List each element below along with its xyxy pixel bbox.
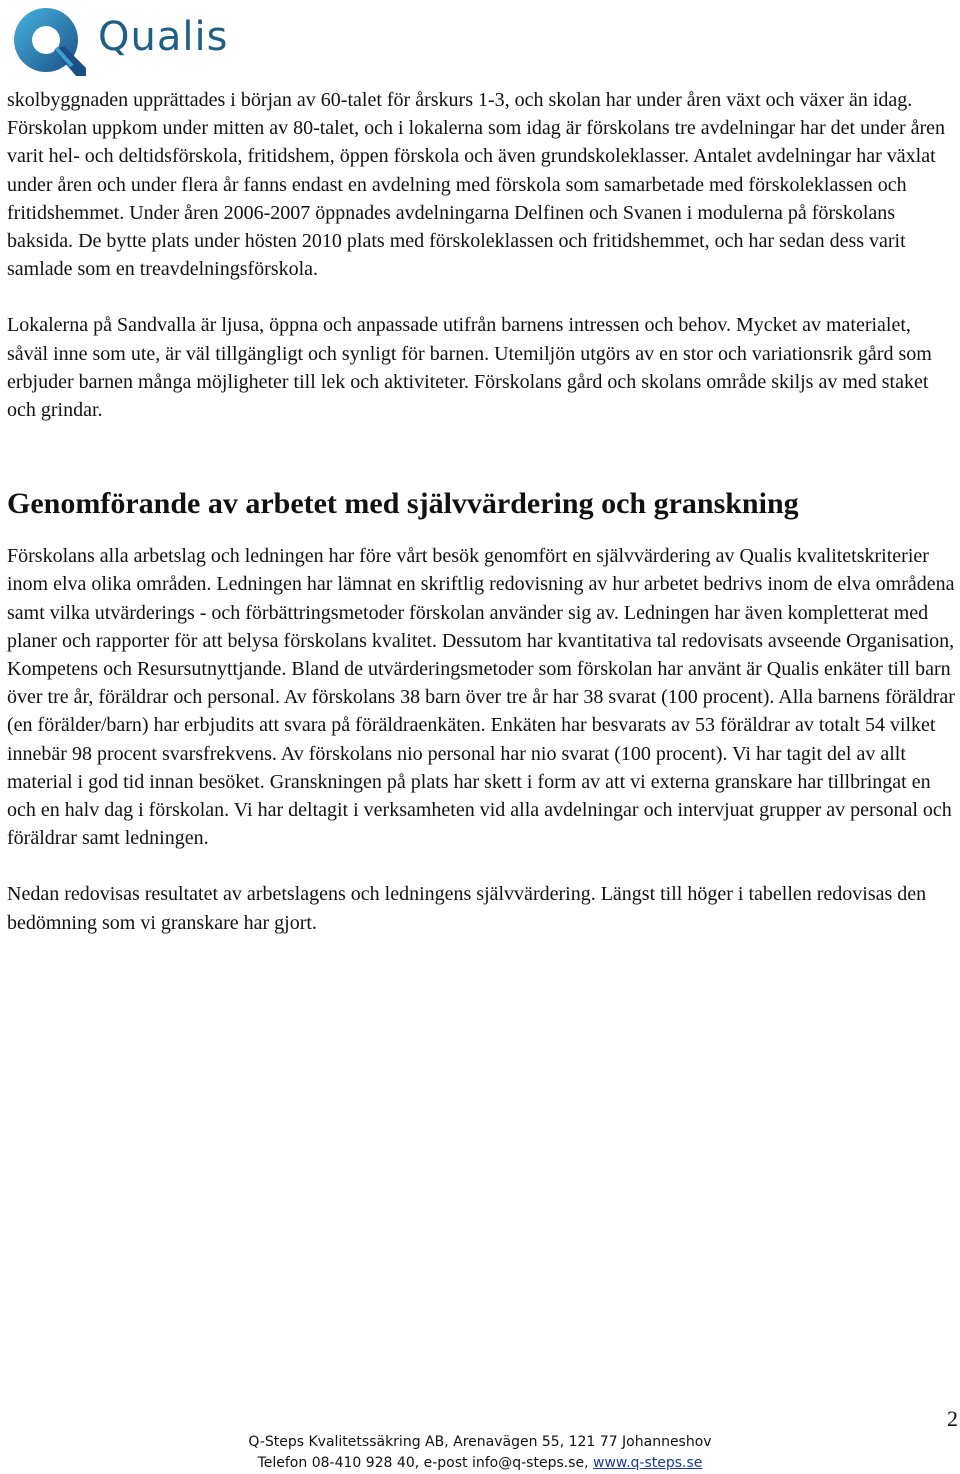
footer-contact	[0, 1453, 960, 1474]
footer-contact-text: Telefon 08-410 928 40, e-post info@q-steps.se,	[257, 1455, 594, 1471]
qualis-logo	[6, 2, 236, 82]
page-footer	[0, 1432, 960, 1474]
page-number: 2	[947, 1406, 958, 1431]
qualis-q-icon	[6, 2, 96, 82]
section-heading: Genomförande av arbetet med självvärdering och granskning	[7, 487, 799, 521]
paragraph-results-intro: Nedan redovisas resultatet av arbetslagens och ledningens självvärdering. Längst till höger i tabellen redovisas den bedömning som vi granskare har gjort.	[7, 883, 927, 934]
footer-address: Q-Steps Kvalitetssäkring AB, Arenavägen 55, 121 77 Johanneshov	[248, 1434, 712, 1450]
footer-website-link[interactable]: www.q-steps.se	[593, 1455, 703, 1471]
paragraph-method: Förskolans alla arbetslag och ledningen har före vårt besök genomfört en självvärdering av Qualis kvalitetskriterier inom elva olika områden. Ledningen har lämnat en skriftlig redovisning av hur arbetet bedrivs inom de elva områdena samt vilka utvärderings - och förbättringsmetoder förskolan använder sig av. Ledningen har även kompletterat med planer och rapporter för att belysa förskolans kvalitet. Dessutom har kvantitativa tal redovisats avseende Organisation, Kompetens och Resursutnyttjande. Bland de utvärderingsmetoder som förskolan har använt är Qualis enkäter till barn över tre år, föräldrar och personal. Av förskolans 38 barn över tre år har 38 svarat (100 procent). Alla barnens föräldrar (en förälder/barn) har erbjudits att svara på föräldraenkäten. Enkäten har besvarats av 53 föräldrar av totalt 54 vilket innebär 98 procent svarsfrekvens. Av förskolans nio personal har nio svarat (100 procent). Vi har tagit del av allt material i god tid innan besöket. Granskningen på plats har skett i form av att vi externa granskare har tillbringat en och en halv dag i förskolan. Vi har deltagit i verksamheten vid alla avdelningar och intervjuat grupper av personal och föräldrar samt ledningen.	[7, 545, 955, 850]
paragraph-premises: Lokalerna på Sandvalla är ljusa, öppna och anpassade utifrån barnens intressen och behov. Mycket av materialet, såväl inne som ute, är väl tillgängligt och synligt för barnen. Utemiljön utgörs av en stor och variationsrik gård som erbjuder barnen många möjligheter till lek och aktiviteter. Förskolans gård och skolans område skiljs av med staket och grindar.	[7, 314, 932, 422]
paragraph-history: skolbyggnaden upprättades i början av 60-talet för årskurs 1-3, och skolan har under åren växt och växer än idag. Förskolan uppkom under mitten av 80-talet, och i lokalerna som idag är förskolans tre avdelningar har det under åren varit hel- och deltidsförskola, fritidshem, öppen förskola och även grundskoleklasser. Antalet avdelningar har växlat under åren och under flera år fanns endast en avdelning med förskola som samarbetade med förskoleklassen och fritidshemmet. Under åren 2006-2007 öppnades avdelningarna Delfinen och Svanen i modulerna på förskolans baksida. De bytte plats under hösten 2010 plats med förskoleklassen och fritidshemmet, och har sedan dess varit samlade som en treavdelningsförskola.	[7, 89, 946, 281]
logo-wordmark: Qualis	[98, 14, 229, 60]
document-body	[7, 86, 957, 937]
